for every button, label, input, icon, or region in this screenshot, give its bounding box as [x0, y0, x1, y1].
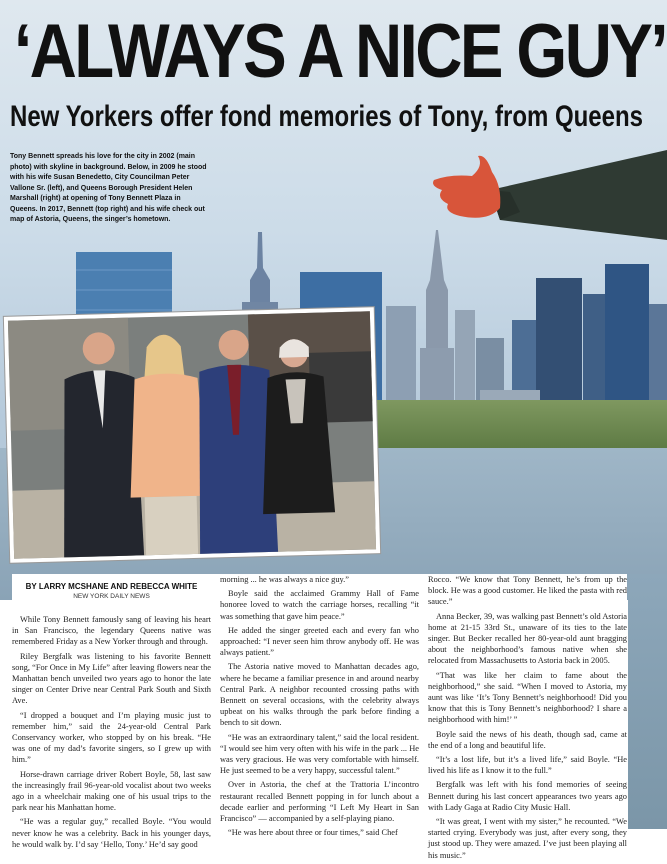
paragraph: Bergfalk was left with his fond memories of seeing Bennett during his last concert appearances two years ago with Lady Gaga at Radio City Music Hall. — [428, 780, 627, 812]
paragraph: He added the singer greeted each and every fan who approached: “I never seen him throw anybody off. He was always patient.” — [220, 625, 419, 658]
paragraph: Riley Bergfalk was listening to his favorite Bennett song, “For Once in My Life” after leaving flowers near the Manhattan bench unveiled two years ago to honor the late singer on Center Drive near Central Park South and Sixth Ave. — [12, 651, 211, 706]
paragraph: While Tony Bennett famously sang of leaving his heart in San Francisco, the legendary Queens native was remembered Friday as a New Yorker through and through. — [12, 615, 211, 647]
paragraph: Horse-drawn carriage driver Robert Boyle, 58, last saw the increasingly frail 96-year-old vocalist about two weeks ago in a wheelchair making one of his usual trips to the park near his Manhattan home. — [12, 769, 211, 813]
subheadline: New Yorkers offer fond memories of Tony, from Queens — [10, 100, 644, 133]
paragraph: “That was like her claim to fame about the neighborhood,” she said. “When I moved to Astoria, my aunt was like ‘It’s Tony Bennett’s neighborhood! Did you know that this is Tony Bennett’s neighborhood? I share a neighborhood with him!’ ” — [428, 670, 627, 725]
paragraph: The Astoria native moved to Manhattan decades ago, where he became a familiar presence in and around nearby Central Park. A neighbor recounted crossing paths with Bennett on several occasions, with the celebrity always upbeat on his walks through the park before finding a bench to sit down. — [220, 662, 419, 728]
headline: ‘ALWAYS A NICE GUY’ — [14, 9, 666, 94]
paragraph: “It was great, I went with my sister,” he recounted. “We started crying. Everybody was just, after every song, they just stood up. They were amazed. I’ve just been playing all his music.” — [428, 817, 627, 860]
paragraph: “He was here about three or four times,” said Chef — [228, 828, 398, 838]
paragraph: “He was a regular guy,” recalled Boyle. “You would never know he was a celebrity. Back in his younger days, he would walk by. I’d say ‘Hello, Tony.’ He’d say good — [12, 817, 211, 849]
article-body — [12, 574, 627, 860]
article-column-3 — [428, 574, 627, 864]
byline-authors: BY LARRY MCSHANE AND REBECCA WHITE — [25, 582, 198, 591]
paragraph: “I dropped a bouquet and I’m playing music just to remember him,” said the 24-year-old Central Park Conservancy worker, who stopped by on his break. “He was one of my dad’s favorite singers, so I grew up with him.” — [12, 710, 211, 765]
article-column-2 — [220, 574, 419, 841]
paragraph: “It’s a lost life, but it’s a lived life,” said Boyle. “He lived his life as I know it to the full.” — [428, 755, 627, 776]
inset-photo-illustration — [8, 311, 376, 558]
paragraph: Rocco. “We know that Tony Bennett, he’s from up the block. He was a good customer. He liked the pasta with red sauce.” — [428, 575, 627, 607]
pointing-arm-image — [430, 150, 667, 260]
paragraph: Boyle said the news of his death, though sad, came at the end of a long and beautiful life. — [428, 729, 627, 750]
paragraph: Boyle said the acclaimed Grammy Hall of Fame honoree loved to watch the carriage horses, recalling “it was something that gave him peace.” — [220, 589, 419, 621]
shoreline-greenery — [370, 400, 667, 450]
paragraph: “He was an extraordinary talent,” said the local resident. “I would see him very often with his wife in the park ... He was very gracious. He was very comfortable with himself. He just seemed to be a very happy, successful talent.” — [220, 732, 419, 776]
photo-caption: Tony Bennett spreads his love for the city in 2002 (main photo) with skyline in background. Below, in 2009 he stood with his wife Susan Benedetto, City Councilman Peter Vallone Sr. (left), and Queens Borough President Helen Marshall (right) at opening of Tony Bennett Plaza in Queens. In 2017, Bennett (top right) and his wife check out map of Astoria, Queens, the singer’s hometown. — [10, 153, 207, 223]
photo-edge-strip — [628, 574, 667, 829]
paragraph: morning ... he was always a nice guy.” — [220, 575, 349, 584]
byline-outlet: NEW YORK DAILY NEWS — [73, 593, 150, 600]
paragraph: Anna Becker, 39, was walking past Bennett’s old Astoria home at 21-15 33rd St., unaware of its ties to the late singer. But Becker recalled her 80-year-old aunt bragging about the neighborhood’s famous native when she relocated from Massachusetts to Astoria back in 2005. — [428, 611, 627, 666]
paragraph: Over in Astoria, the chef at the Trattoria L’incontro restaurant recalled Bennett popping in for lunch about a decade earlier and performing “I Left My Heart in San Francisco” — accompanied by a self-playing piano. — [220, 780, 419, 824]
article-column-1 — [12, 574, 211, 853]
inset-photo — [4, 307, 380, 563]
